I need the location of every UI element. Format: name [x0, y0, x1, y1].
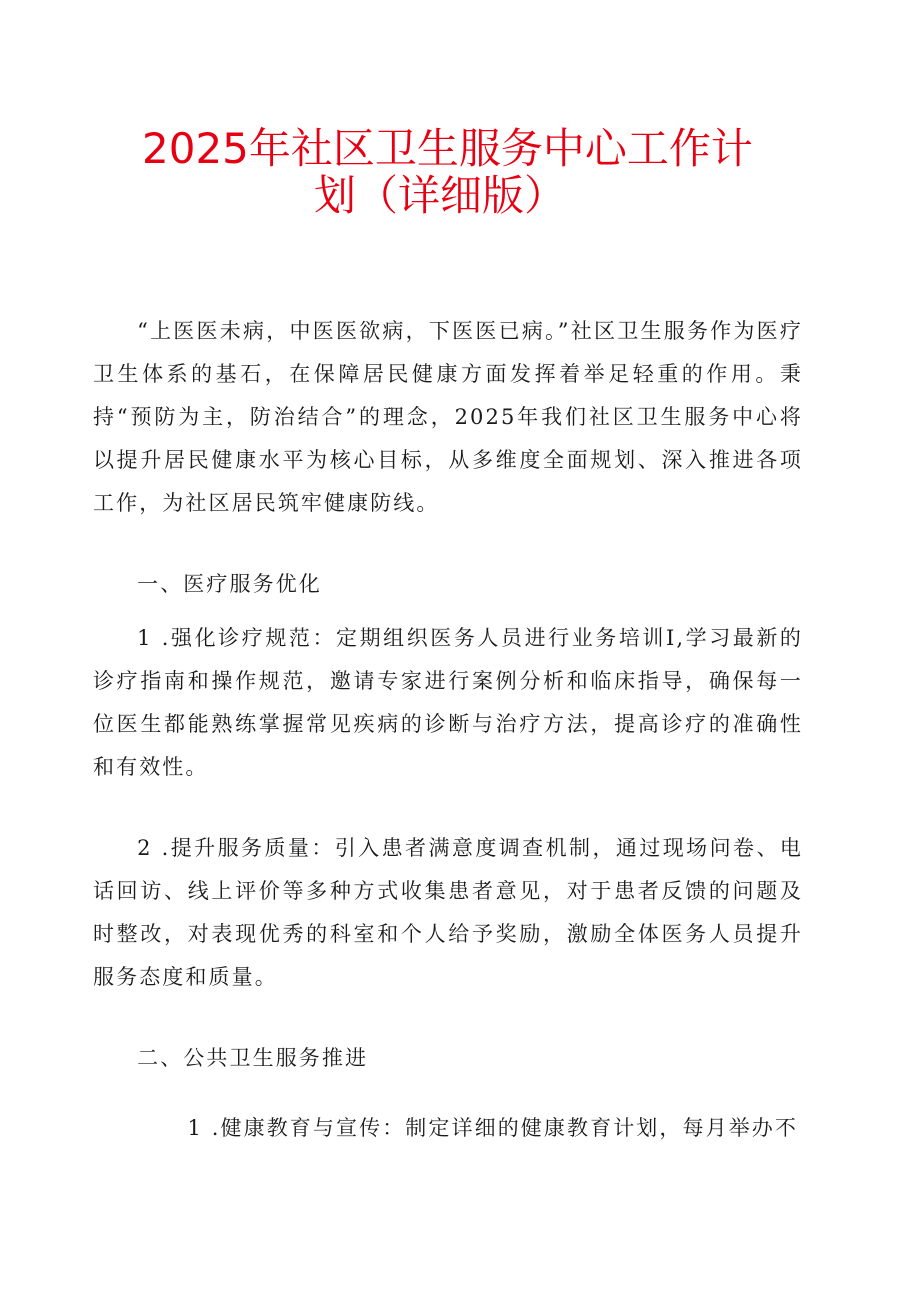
document-title-line2: 划（详细版）: [314, 171, 567, 220]
document-title-line1: 2025年社区卫生服务中心工作计: [142, 124, 753, 173]
section1-item1-paragraph: 1 .强化诊疗规范：定期组织医务人员进行业务培训I,学习最新的诊疗指南和操作规范，邀请专家进行案例分析和临床指导，确保每一位医生都能熟练掌握常见疾病的诊断与治疗方法，提高诊疗的准确性和有效性。: [93, 626, 803, 779]
section2-heading: 二、公共卫生服务推进: [137, 1046, 369, 1070]
intro-paragraph: “上医医未病，中医医欲病，下医医已病。”社区卫生服务作为医疗卫生体系的基石，在保障居民健康方面发挥着举足轻重的作用。秉持“预防为主，防治结合”的理念，2025年我们社区卫生服务中心将以提升居民健康水平为核心目标，从多维度全面规划、深入推进各项工作，为社区居民筑牢健康防线。: [93, 319, 803, 515]
section2-item1-paragraph: 1 .健康教育与宣传：制定详细的健康教育计划，每月举办不: [187, 1116, 799, 1140]
section1-item2-paragraph: 2 .提升服务质量：引入患者满意度调查机制，通过现场问卷、电话回访、线上评价等多种方式收集患者意见，对于患者反馈的问题及时整改，对表现优秀的科室和个人给予奖励，激励全体医务人员提升服务态度和质量。: [93, 836, 803, 989]
section1-heading: 一、医疗服务优化: [137, 572, 322, 596]
